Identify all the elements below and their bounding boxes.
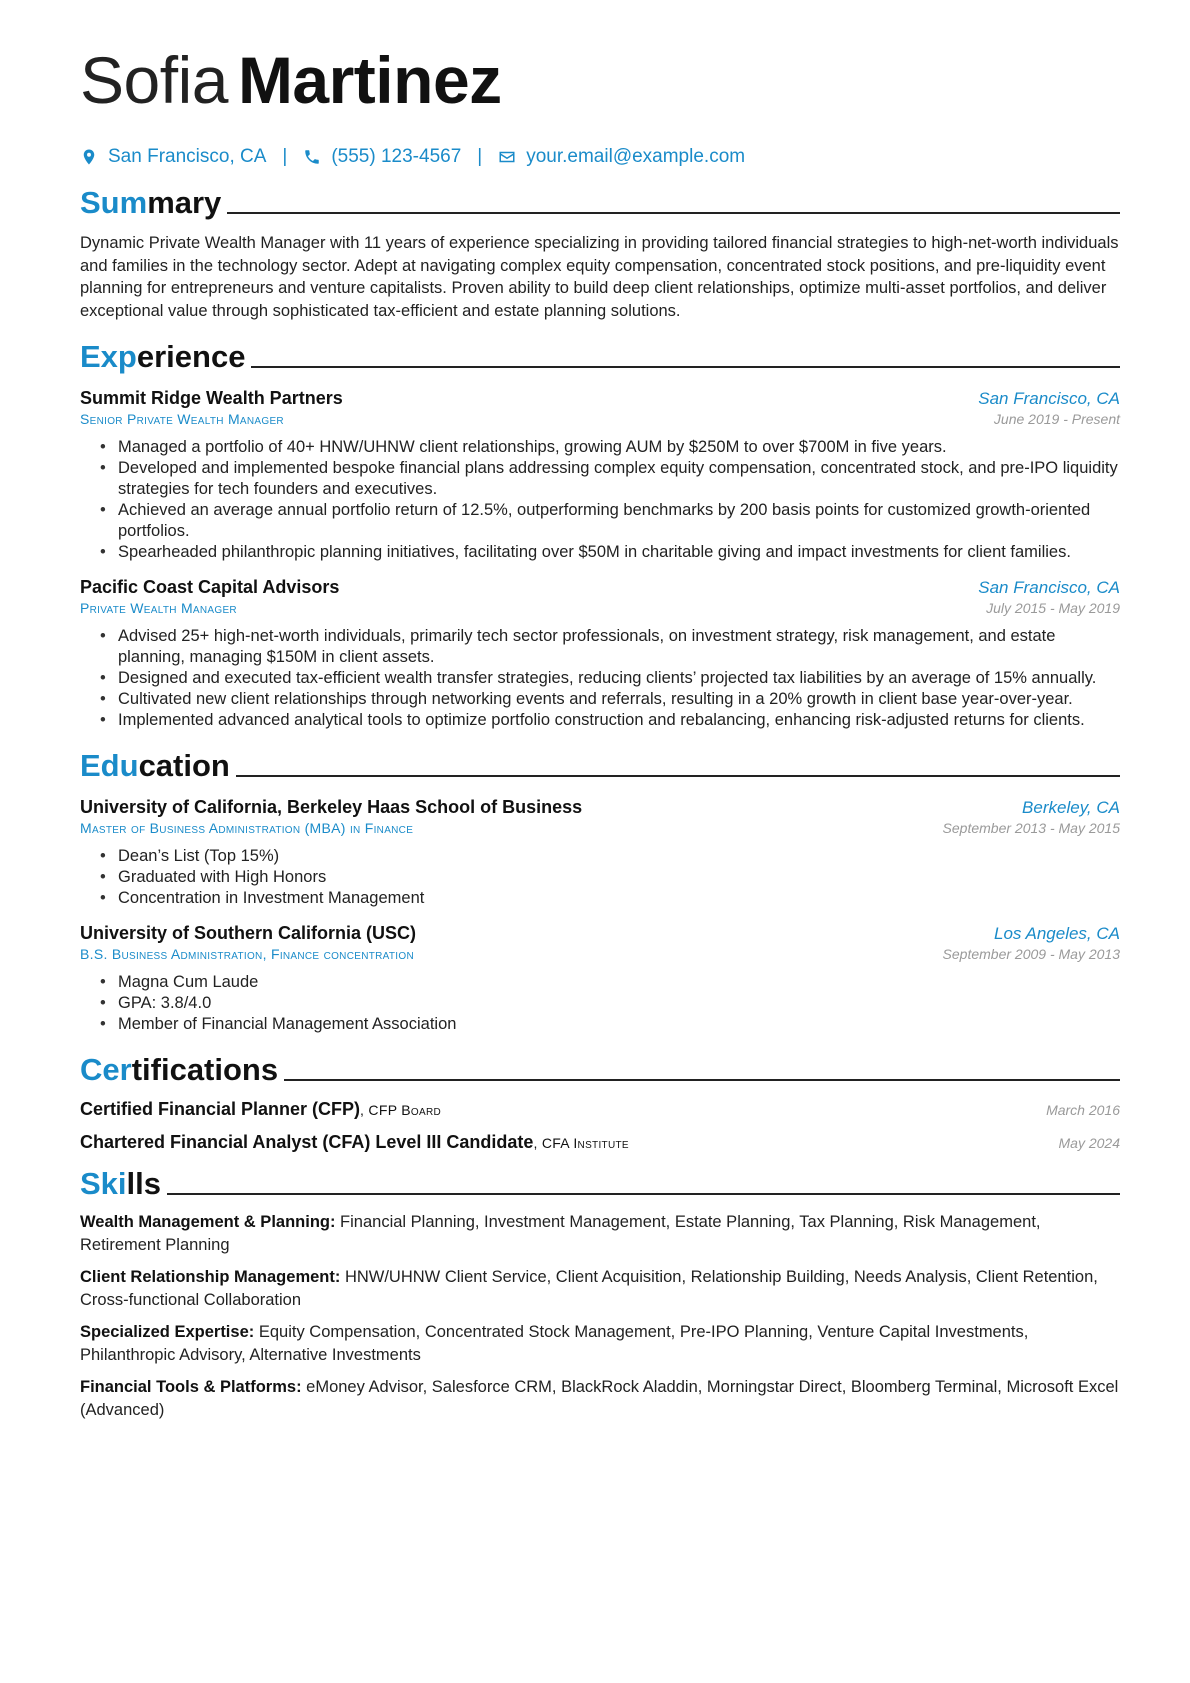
list-item: • GPA: 3.8/4.0 — [100, 993, 1120, 1014]
contact-phone[interactable] — [303, 146, 461, 168]
entry-dates: September 2009 - May 2013 — [942, 946, 1120, 962]
entry-dates: September 2013 - May 2015 — [942, 820, 1120, 836]
list-item: • Cultivated new client relationships through networking events and referrals, resulting in a 20% growth in client base year-over-year. — [100, 689, 1120, 710]
degree-title: B.S. Business Administration, Finance concentration — [80, 946, 414, 962]
contact-email[interactable] — [498, 146, 745, 168]
section-title: Skills — [80, 1166, 161, 1201]
location-text: San Francisco, CA — [108, 146, 267, 167]
job-title: Private Wealth Manager — [80, 600, 237, 616]
skill-group-items: Equity Compensation, Concentrated Stock Management, Pre-IPO Planning, Venture Capital Investments, Philanthropic Advisory, Alternative Investments — [80, 1323, 1029, 1364]
education-entry — [80, 923, 1120, 1035]
entry-dates: July 2015 - May 2019 — [986, 600, 1120, 616]
list-item: • Concentration in Investment Management — [100, 888, 1120, 909]
entry-location: Berkeley, CA — [1022, 798, 1120, 817]
bullet-list — [80, 626, 1120, 731]
skill-group — [80, 1266, 1120, 1311]
list-item: • Magna Cum Laude — [100, 972, 1120, 993]
certification-name: Certified Financial Planner (CFP) — [80, 1099, 361, 1119]
education-entry — [80, 797, 1120, 909]
list-item: • Achieved an average annual portfolio return of 12.5%, outperforming benchmarks by 200 basis points for customized growth-oriented portfolios. — [100, 500, 1120, 542]
skill-group-label: Financial Tools & Platforms: — [80, 1378, 302, 1396]
employer-name: Pacific Coast Capital Advisors — [80, 577, 340, 597]
candidate-name — [80, 44, 1120, 118]
list-item: • Developed and implemented bespoke financial plans addressing complex equity compensation, concentrated stock, and pre-IPO liquidity strategies for tech founders and executives. — [100, 458, 1120, 500]
bullet-list — [80, 437, 1120, 563]
email-link[interactable]: your.email@example.com — [526, 146, 746, 167]
entry-dates: June 2019 - Present — [993, 411, 1120, 427]
certification-issuer: , CFP Board — [360, 1102, 441, 1118]
skill-group — [80, 1211, 1120, 1256]
skill-group-label: Client Relationship Management: — [80, 1268, 341, 1286]
bullet-list — [80, 846, 1120, 909]
contact-line — [80, 144, 1120, 170]
envelope-icon — [498, 148, 516, 166]
section-rule — [167, 1193, 1120, 1195]
summary-section-header — [80, 186, 1120, 220]
entry-location: San Francisco, CA — [978, 578, 1120, 597]
certification-issuer: , CFA Institute — [533, 1135, 629, 1151]
section-rule — [227, 212, 1120, 214]
phone-icon — [303, 148, 321, 166]
certification-entry — [80, 1132, 1120, 1153]
section-title: Summary — [80, 185, 222, 220]
list-item: • Designed and executed tax-efficient wealth transfer strategies, reducing clients’ projected tax liabilities by an average of 15% annually. — [100, 668, 1120, 689]
skill-group-items: eMoney Advisor, Salesforce CRM, BlackRock Aladdin, Morningstar Direct, Bloomberg Terminal, Microsoft Excel (Advanced) — [80, 1378, 1119, 1419]
section-rule — [284, 1079, 1120, 1081]
section-title: Experience — [80, 339, 246, 374]
certification-name: Chartered Financial Analyst (CFA) Level III Candidate — [80, 1132, 534, 1152]
list-item: • Implemented advanced analytical tools to optimize portfolio construction and rebalancing, enhancing risk-adjusted returns for clients. — [100, 710, 1120, 731]
skill-group — [80, 1321, 1120, 1366]
certification-entry — [80, 1099, 1120, 1120]
separator: | — [282, 146, 288, 167]
map-marker-icon — [80, 148, 98, 166]
certification-date: May 2024 — [1058, 1135, 1120, 1151]
list-item: • Spearheaded philanthropic planning initiatives, facilitating over $50M in charitable giving and impact investments for client families. — [100, 542, 1120, 563]
degree-title: Master of Business Administration (MBA) in Finance — [80, 820, 414, 836]
separator: | — [477, 146, 483, 167]
section-rule — [251, 366, 1120, 368]
list-item: • Advised 25+ high-net-worth individuals, primarily tech sector professionals, on investment strategy, risk management, and estate planning, managing $150M in client assets. — [100, 626, 1120, 668]
skill-group-items: Financial Planning, Investment Management, Estate Planning, Tax Planning, Risk Management, Retirement Planning — [80, 1213, 1041, 1254]
first-name: Sofia — [80, 43, 228, 117]
last-name: Martinez — [237, 43, 502, 117]
section-title: Certifications — [80, 1052, 279, 1087]
resume-content — [80, 44, 1120, 1421]
bullet-list — [80, 972, 1120, 1035]
school-name: University of Southern California (USC) — [80, 923, 417, 943]
section-rule — [236, 775, 1120, 777]
school-name: University of California, Berkeley Haas School of Business — [80, 797, 583, 817]
skill-group-label: Wealth Management & Planning: — [80, 1213, 336, 1231]
skill-group — [80, 1376, 1120, 1421]
experience-entry — [80, 388, 1120, 563]
certification-date: March 2016 — [1046, 1102, 1120, 1118]
summary-text: Dynamic Private Wealth Manager with 11 years of experience specializing in providing tailored financial strategies to high-net-worth individuals and families in the technology sector. Adept at navigating complex equity compensation, concentrated stock positions, and pre-liquidity event planning for entrepreneurs and venture capitalists. Proven ability to build deep client relationships, optimize multi-asset portfolios, and deliver exceptional value through sophisticated tax-efficient and estate planning solutions. — [80, 234, 1119, 320]
list-item: • Member of Financial Management Association — [100, 1014, 1120, 1035]
experience-section-header — [80, 340, 1120, 374]
list-item: • Dean’s List (Top 15%) — [100, 846, 1120, 867]
education-section-header — [80, 749, 1120, 783]
list-item: • Graduated with High Honors — [100, 867, 1120, 888]
section-title: Education — [80, 748, 230, 783]
list-item: • Managed a portfolio of 40+ HNW/UHNW client relationships, growing AUM by $250M to over $700M in five years. — [100, 437, 1120, 458]
skill-group-label: Specialized Expertise: — [80, 1323, 255, 1341]
contact-location — [80, 146, 266, 168]
skills-section-header — [80, 1167, 1120, 1201]
phone-text[interactable]: (555) 123-4567 — [331, 146, 462, 167]
certifications-section-header — [80, 1053, 1120, 1087]
entry-location: San Francisco, CA — [978, 389, 1120, 408]
employer-name: Summit Ridge Wealth Partners — [80, 388, 343, 408]
job-title: Senior Private Wealth Manager — [80, 411, 284, 427]
skill-group-items: HNW/UHNW Client Service, Client Acquisition, Relationship Building, Needs Analysis, Client Retention, Cross-functional Collaboration — [80, 1268, 1098, 1309]
entry-location: Los Angeles, CA — [994, 924, 1120, 943]
experience-entry — [80, 577, 1120, 731]
